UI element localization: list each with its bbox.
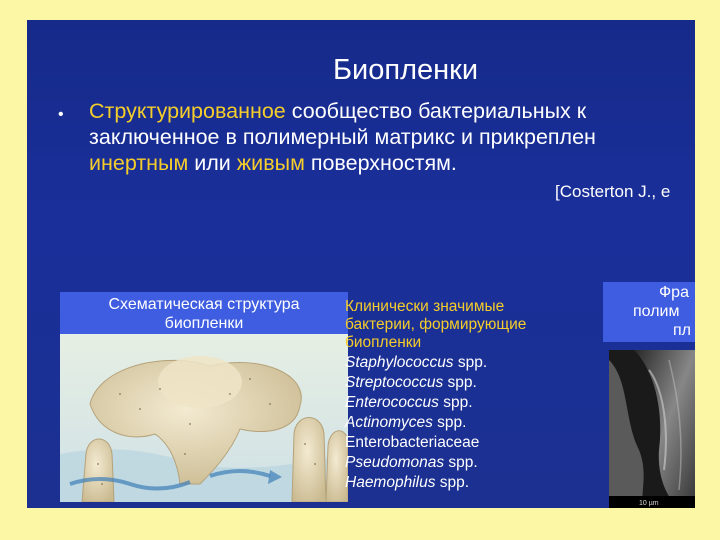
definition-line-3-mid: или xyxy=(188,151,237,175)
bullet-icon: • xyxy=(58,106,64,123)
definition-line-1-rest: сообщество бактериальных к xyxy=(285,99,587,123)
highlight-structured: Структурированное xyxy=(89,99,286,123)
definition-line-2: заключенное в полимерный матрикс и прикреплен xyxy=(89,125,596,149)
bacteria-header-line-1: Клинически значимые xyxy=(345,298,505,315)
highlight-inert: инертным xyxy=(89,151,189,175)
bacteria-item: Enterobacteriaceae xyxy=(345,434,480,451)
slide xyxy=(27,20,695,508)
sem-header-line-1: Фра xyxy=(659,284,689,301)
bacteria-item: Staphylococcus spp. xyxy=(345,354,488,371)
schematic-header-line-1: Схематическая структура xyxy=(108,296,300,313)
bacteria-header-line-3: биопленки xyxy=(345,334,422,351)
definition-line-1 xyxy=(89,99,586,124)
definition-line-3 xyxy=(89,151,457,176)
bacteria-item: Haemophilus spp. xyxy=(345,474,470,491)
sem-header-line-2: полим xyxy=(633,303,680,320)
biofilm-illustration xyxy=(60,334,348,502)
sem-header-line-3: пл xyxy=(673,322,691,339)
sem-panel xyxy=(603,282,695,508)
bacteria-item: Pseudomonas spp. xyxy=(345,454,478,471)
sem-scale-label: 10 µm xyxy=(639,500,659,507)
bacteria-header-line-2: бактерии, формирующие xyxy=(345,316,527,333)
highlight-living: живым xyxy=(236,151,305,175)
definition-line-3-rest: поверхностям. xyxy=(304,151,457,175)
schematic-header-line-2: биопленки xyxy=(164,315,244,332)
bacteria-item: Streptococcus spp. xyxy=(345,374,477,391)
bacteria-item: Enterococcus spp. xyxy=(345,394,473,411)
citation: [Costerton J., e xyxy=(555,182,671,201)
bacteria-item: Actinomyces spp. xyxy=(345,414,467,431)
sem-micrograph xyxy=(609,350,695,508)
slide-title: Биопленки xyxy=(333,54,479,86)
sem-header xyxy=(603,282,695,342)
schematic-header xyxy=(60,292,348,334)
schematic-panel xyxy=(60,292,348,502)
